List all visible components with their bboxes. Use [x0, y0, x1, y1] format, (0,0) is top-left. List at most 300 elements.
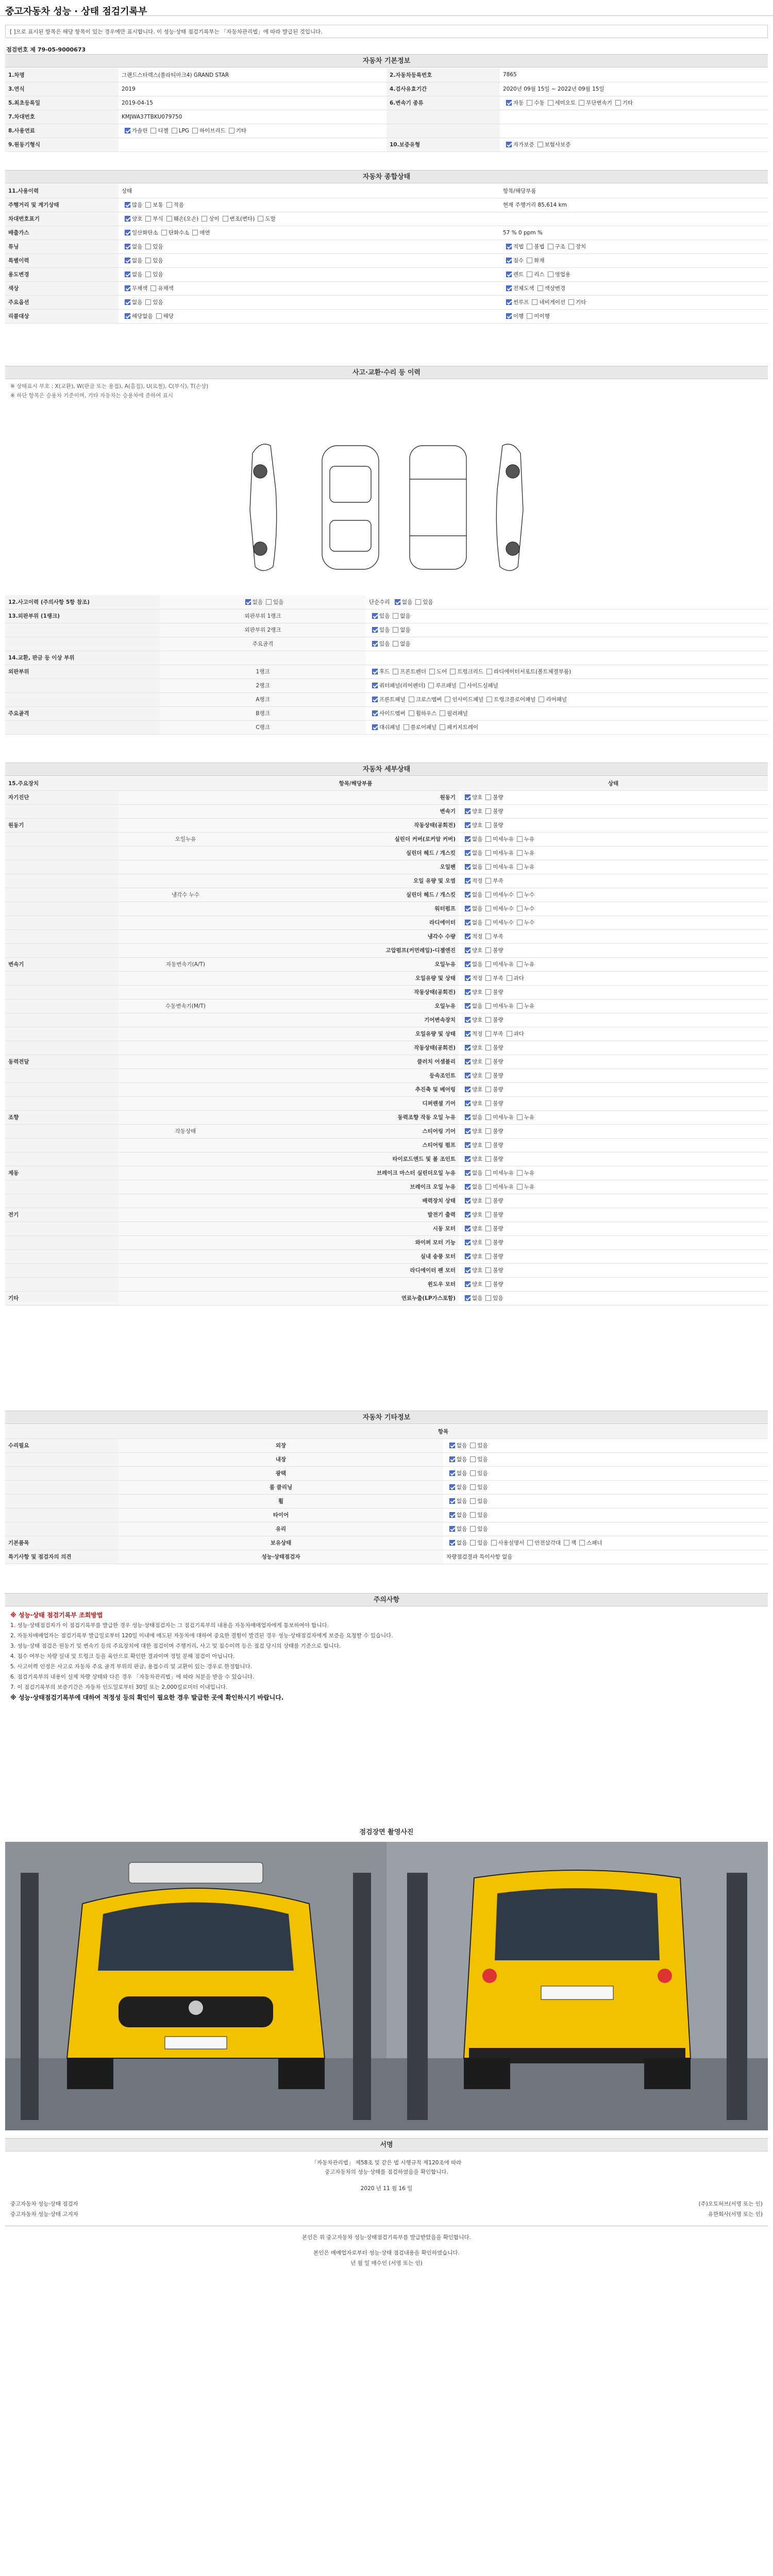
checkbox-label: 적정 [472, 975, 483, 981]
table-row [5, 1166, 768, 1180]
checkbox[interactable] [449, 1484, 455, 1490]
checkbox[interactable] [372, 613, 378, 619]
checkbox[interactable] [485, 864, 491, 870]
basic-label-2: 6.변속기 종류 [386, 96, 500, 110]
checkbox[interactable] [491, 1540, 497, 1546]
accident-sub [160, 651, 366, 665]
detail-state [459, 916, 768, 929]
accident-value [366, 679, 768, 692]
checkbox[interactable] [465, 1017, 470, 1023]
checkbox[interactable] [485, 1212, 491, 1217]
checkbox[interactable] [145, 272, 151, 277]
general-status [119, 226, 500, 240]
checkbox[interactable] [465, 1045, 470, 1050]
checkbox[interactable] [409, 697, 414, 702]
checkbox-label: 미이행 [534, 313, 550, 319]
checkbox-label: 양호 [472, 1045, 483, 1051]
detail-item: 클러치 어셈블리 [253, 1055, 459, 1069]
checkbox[interactable] [517, 1184, 523, 1190]
checkbox[interactable] [485, 961, 491, 967]
other-group [5, 1466, 119, 1480]
accident-sub: B랭크 [160, 706, 366, 720]
checkbox[interactable] [449, 1540, 455, 1546]
detail-sub [119, 1152, 253, 1166]
checkbox[interactable] [485, 1253, 491, 1259]
checkbox[interactable] [568, 299, 574, 305]
checkbox-label: 쿼터패널(리어펜더) [379, 683, 426, 689]
checkbox[interactable] [485, 1031, 491, 1037]
checkbox[interactable] [465, 1184, 470, 1190]
general-label: 배출가스 [5, 226, 119, 240]
checkbox[interactable] [485, 920, 491, 925]
checkbox[interactable] [465, 1128, 470, 1134]
checkbox[interactable] [192, 128, 198, 133]
checkbox-label: 훼손(오손) [173, 216, 199, 222]
detail-sub [119, 1013, 253, 1027]
checkbox[interactable] [465, 1295, 470, 1301]
checkbox[interactable] [465, 878, 470, 884]
checkbox[interactable] [372, 724, 378, 730]
detail-item: 연료누출(LP가스포함) [253, 1291, 459, 1305]
checkbox[interactable] [485, 1281, 491, 1287]
checkbox-label: 유채색 [158, 285, 174, 292]
checkbox[interactable] [465, 1003, 470, 1009]
checkbox[interactable] [485, 1045, 491, 1050]
checkbox-label: 있음 [477, 1498, 488, 1504]
checkbox[interactable] [145, 244, 151, 249]
checkbox[interactable] [409, 710, 414, 716]
checkbox-label: 있음 [477, 1456, 488, 1463]
checkbox[interactable] [517, 892, 523, 897]
checkbox[interactable] [548, 100, 553, 106]
checkbox[interactable] [527, 1540, 533, 1546]
checkbox[interactable] [517, 961, 523, 967]
checkbox[interactable] [615, 100, 621, 106]
checkbox[interactable] [579, 1540, 585, 1546]
checkbox[interactable] [470, 1484, 476, 1490]
checkbox[interactable] [465, 934, 470, 939]
accident-table [5, 595, 768, 735]
checkbox[interactable] [465, 1156, 470, 1162]
checkbox[interactable] [465, 794, 470, 800]
checkbox[interactable] [527, 272, 532, 277]
checkbox[interactable] [440, 710, 445, 716]
checkbox[interactable] [517, 850, 523, 856]
checkbox[interactable] [485, 906, 491, 911]
checkbox[interactable] [532, 299, 537, 305]
checkbox[interactable] [506, 299, 512, 305]
checkbox[interactable] [517, 920, 523, 925]
checkbox[interactable] [465, 1059, 470, 1064]
checkbox[interactable] [229, 128, 234, 133]
checkbox-label: 누수 [524, 892, 535, 898]
checkbox[interactable] [465, 1212, 470, 1217]
accident-value [366, 651, 768, 665]
checkbox[interactable] [172, 128, 177, 133]
checkbox[interactable] [485, 1114, 491, 1120]
sign-left-1: 중고자동차 성능·상태 점검자 [10, 2201, 78, 2207]
checkbox[interactable] [527, 258, 532, 263]
checkbox[interactable] [465, 892, 470, 897]
basic-label: 1.차명 [5, 68, 119, 82]
checkbox[interactable] [485, 1184, 491, 1190]
checkbox-label: 미세누유 [493, 1170, 514, 1176]
accident-sub: 2랭크 [160, 679, 366, 692]
checkbox-label: 색상변경 [544, 285, 566, 292]
checkbox[interactable] [485, 1059, 491, 1064]
accident-value [366, 609, 768, 623]
checkbox[interactable] [150, 128, 156, 133]
checkbox[interactable] [485, 1198, 491, 1204]
checkbox[interactable] [125, 285, 130, 291]
checkbox-label: 보험사보증 [544, 142, 571, 148]
checkbox[interactable] [449, 1443, 455, 1448]
checkbox-label: 도어 [436, 669, 447, 675]
checkbox-label: 라디에이터서포트(볼트체결부품) [494, 669, 572, 675]
detail-sub [119, 1180, 253, 1194]
detail-state [459, 1194, 768, 1208]
checkbox[interactable] [201, 216, 207, 222]
section-detail: 자동차 세부상태 [5, 762, 768, 776]
checkbox[interactable] [465, 1170, 470, 1176]
table-row [5, 1536, 768, 1550]
checkbox-label: 불량 [493, 1100, 503, 1107]
table-row [5, 267, 768, 281]
checkbox[interactable] [485, 1156, 491, 1162]
checkbox[interactable] [166, 216, 172, 222]
other-item: 타이어 [119, 1508, 443, 1522]
checkbox-label: 미세누유 [493, 961, 514, 968]
checkbox[interactable] [486, 697, 492, 702]
table-row [5, 82, 768, 96]
checkbox-label: 영업용 [554, 272, 571, 278]
checkbox[interactable] [465, 920, 470, 925]
checkbox-label: 없음 [457, 1512, 467, 1518]
checkbox[interactable] [372, 697, 378, 702]
checkbox[interactable] [465, 808, 470, 814]
table-row [5, 1152, 768, 1166]
checkbox[interactable] [527, 313, 532, 319]
checkbox-label: 없음 [472, 892, 483, 898]
sign-line-2: 중고자동차의 성능·상태를 점검하였음을 확인합니다. [325, 2169, 448, 2175]
checkbox-label: 불량 [493, 1045, 503, 1051]
checkbox[interactable] [485, 1226, 491, 1231]
checkbox[interactable] [485, 1100, 491, 1106]
checkbox[interactable] [485, 850, 491, 856]
table-row [5, 971, 768, 985]
table-row [5, 1055, 768, 1069]
checkbox[interactable] [470, 1456, 476, 1462]
checkbox[interactable] [465, 961, 470, 967]
checkbox[interactable] [485, 794, 491, 800]
checkbox[interactable] [517, 864, 523, 870]
checkbox[interactable] [428, 683, 434, 688]
checkbox[interactable] [470, 1526, 476, 1532]
checkbox[interactable] [465, 850, 470, 856]
checkbox[interactable] [485, 878, 491, 884]
checkbox[interactable] [125, 216, 130, 222]
checkbox[interactable] [507, 1031, 512, 1037]
checkbox[interactable] [465, 1240, 470, 1245]
checkbox[interactable] [485, 1267, 491, 1273]
basic-label-2: 4.검사유효기간 [386, 82, 500, 96]
checkbox[interactable] [372, 683, 378, 688]
table-row [5, 1508, 768, 1522]
checkbox[interactable] [258, 216, 263, 222]
checkbox[interactable] [485, 1142, 491, 1148]
checkbox[interactable] [465, 1253, 470, 1259]
general-status: 상태 [119, 184, 500, 198]
checkbox[interactable] [145, 258, 151, 263]
checkbox-label: 양호 [472, 947, 483, 954]
checkbox[interactable] [465, 1100, 470, 1106]
checkbox[interactable] [537, 285, 543, 291]
checkbox[interactable] [568, 244, 574, 249]
checkbox[interactable] [470, 1498, 476, 1504]
checkbox-label: 상이 [209, 216, 220, 222]
checkbox-label: 부족 [493, 1031, 503, 1037]
checkbox[interactable] [166, 202, 172, 208]
checkbox-label: 양호 [472, 1281, 483, 1287]
checkbox[interactable] [485, 1240, 491, 1245]
checkbox[interactable] [485, 1170, 491, 1176]
checkbox[interactable] [485, 934, 491, 939]
checkbox-label: 없음 [472, 1295, 483, 1301]
checkbox[interactable] [161, 230, 167, 235]
sign-line-4: 본인은 매매업자로부터 성능·상태 점검내용을 확인하였습니다. [313, 2250, 460, 2256]
checkbox-label: 없음 [400, 627, 411, 633]
accident-value [366, 623, 768, 637]
checkbox[interactable] [485, 1073, 491, 1078]
checkbox[interactable] [506, 258, 512, 263]
checkbox[interactable] [266, 599, 272, 605]
checkbox[interactable] [465, 947, 470, 953]
checkbox[interactable] [449, 1526, 455, 1532]
checkbox[interactable] [125, 313, 130, 319]
checkbox[interactable] [156, 313, 162, 319]
checkbox[interactable] [125, 272, 130, 277]
checkbox[interactable] [485, 1128, 491, 1134]
table-row [5, 957, 768, 971]
checkbox[interactable] [192, 230, 198, 235]
basic-value-2 [500, 124, 768, 138]
checkbox[interactable] [449, 1512, 455, 1518]
checkbox[interactable] [506, 272, 512, 277]
checkbox[interactable] [223, 216, 228, 222]
checkbox[interactable] [393, 613, 398, 619]
checkbox[interactable] [485, 836, 491, 842]
checkbox[interactable] [125, 202, 130, 208]
detail-sub [119, 1249, 253, 1263]
checkbox-label: 트렁크리드 [457, 669, 484, 675]
checkbox-label: 있음 [477, 1484, 488, 1490]
checkbox[interactable] [372, 669, 378, 674]
checkbox[interactable] [486, 669, 492, 674]
checkbox[interactable] [517, 1114, 523, 1120]
accident-label [5, 720, 160, 734]
checkbox[interactable] [506, 285, 512, 291]
checkbox[interactable] [485, 808, 491, 814]
checkbox-label: 자동 [513, 100, 524, 106]
checkbox[interactable] [125, 258, 130, 263]
checkbox[interactable] [465, 1198, 470, 1204]
detail-group [5, 1152, 119, 1166]
checkbox[interactable] [372, 710, 378, 716]
checkbox[interactable] [485, 1087, 491, 1092]
checkbox[interactable] [125, 299, 130, 305]
checkbox[interactable] [393, 641, 398, 647]
checkbox[interactable] [485, 892, 491, 897]
checkbox[interactable] [445, 697, 450, 702]
detail-sub [119, 1069, 253, 1082]
detail-item: 스티어링 펌프 [253, 1138, 459, 1152]
table-row [5, 902, 768, 916]
checkbox[interactable] [465, 1114, 470, 1120]
detail-state [459, 1277, 768, 1291]
table-row [5, 1263, 768, 1277]
checkbox-label: 없음 [472, 1170, 483, 1176]
checkbox[interactable] [465, 836, 470, 842]
accident-label: 14.교환, 판금 등 이상 부위 [5, 651, 160, 665]
checkbox[interactable] [145, 216, 151, 222]
checkbox-label: 부족 [493, 934, 503, 940]
checkbox[interactable] [465, 1267, 470, 1273]
checkbox-label: 양호 [472, 1226, 483, 1232]
checkbox[interactable] [465, 1226, 470, 1231]
checkbox[interactable] [527, 244, 532, 249]
checkbox[interactable] [125, 244, 130, 249]
checkbox[interactable] [429, 669, 435, 674]
detail-state [459, 1082, 768, 1096]
checkbox[interactable] [485, 975, 491, 981]
checkbox[interactable] [485, 1003, 491, 1009]
table-row [5, 818, 768, 832]
checkbox[interactable] [465, 864, 470, 870]
detail-item: 동력조향 작동 오일 누유 [253, 1110, 459, 1124]
checkbox[interactable] [372, 627, 378, 633]
detail-sub [119, 846, 253, 860]
checkbox[interactable] [517, 1170, 523, 1176]
checkbox[interactable] [404, 724, 409, 730]
checkbox[interactable] [548, 244, 553, 249]
table-row [5, 804, 768, 818]
checkbox[interactable] [125, 128, 130, 133]
checkbox[interactable] [245, 599, 251, 605]
detail-sub [119, 1277, 253, 1291]
front-photo [5, 1842, 386, 2130]
checkbox-label: 불량 [493, 1128, 503, 1134]
other-state [443, 1466, 768, 1480]
checkbox-label: 적법 [513, 244, 524, 250]
checkbox[interactable] [450, 669, 456, 674]
checkbox[interactable] [393, 627, 398, 633]
checkbox-label: 양호 [472, 794, 483, 801]
checkbox[interactable] [506, 142, 512, 147]
checkbox[interactable] [548, 272, 553, 277]
accident-value [366, 637, 768, 651]
checkbox[interactable] [449, 1456, 455, 1462]
checkbox[interactable] [449, 1470, 455, 1476]
accident-value: 단순수리 없음 있음 [366, 595, 768, 609]
checkbox[interactable] [579, 100, 584, 106]
checkbox[interactable] [372, 641, 378, 647]
checkbox[interactable] [517, 1003, 523, 1009]
checkbox[interactable] [465, 1087, 470, 1092]
checkbox[interactable] [415, 599, 421, 605]
checkbox-label: 양호 [472, 1267, 483, 1274]
checkbox[interactable] [470, 1443, 476, 1448]
checkbox[interactable] [465, 1142, 470, 1148]
checkbox[interactable] [150, 285, 156, 291]
table-row [5, 198, 768, 212]
notes-lines [10, 1620, 763, 1692]
checkbox[interactable] [485, 822, 491, 828]
detail-state [459, 902, 768, 916]
checkbox-label: 적음 [173, 202, 184, 208]
checkbox-label: 트렁크플로어패널 [494, 697, 536, 703]
detail-item: 고압펌프(커먼레일)-디젤엔진 [253, 943, 459, 957]
checkbox[interactable] [507, 975, 512, 981]
checkbox[interactable] [470, 1512, 476, 1518]
section-other: 자동차 기타정보 [5, 1411, 768, 1424]
detail-state [459, 874, 768, 888]
checkbox[interactable] [465, 822, 470, 828]
checkbox[interactable] [465, 1073, 470, 1078]
checkbox[interactable] [393, 669, 398, 674]
checkbox[interactable] [465, 1281, 470, 1287]
checkbox[interactable] [465, 989, 470, 995]
table-row [5, 874, 768, 888]
detail-item: 실린더 헤드 / 개스킷 [253, 888, 459, 902]
checkbox[interactable] [539, 697, 544, 702]
checkbox[interactable] [125, 230, 130, 235]
detail-sub [119, 1235, 253, 1249]
checkbox[interactable] [537, 142, 543, 147]
checkbox-label: 후드 [379, 669, 390, 675]
checkbox[interactable] [485, 947, 491, 953]
checkbox[interactable] [506, 313, 512, 319]
detail-group [5, 1277, 119, 1291]
checkbox[interactable] [145, 202, 151, 208]
checkbox[interactable] [485, 1295, 491, 1301]
checkbox[interactable] [395, 599, 400, 605]
detail-group [5, 1235, 119, 1249]
checkbox[interactable] [465, 1031, 470, 1037]
checkbox[interactable] [449, 1498, 455, 1504]
checkbox[interactable] [470, 1540, 476, 1546]
checkbox[interactable] [564, 1540, 569, 1546]
checkbox[interactable] [460, 683, 465, 688]
checkbox-label: 있음 [423, 599, 433, 605]
checkbox[interactable] [440, 724, 445, 730]
checkbox[interactable] [465, 975, 470, 981]
checkbox[interactable] [485, 1017, 491, 1023]
table-row [5, 609, 768, 623]
accident-sub: C랭크 [160, 720, 366, 734]
checkbox[interactable] [506, 244, 512, 249]
checkbox[interactable] [527, 100, 532, 106]
checkbox[interactable] [465, 906, 470, 911]
checkbox[interactable] [506, 100, 512, 106]
checkbox[interactable] [470, 1470, 476, 1476]
detail-group: 동력전달 [5, 1055, 119, 1069]
detail-sub [119, 902, 253, 916]
checkbox[interactable] [517, 836, 523, 842]
checkbox[interactable] [517, 906, 523, 911]
checkbox[interactable] [145, 299, 151, 305]
checkbox-label: 프론트패널 [379, 697, 406, 703]
checkbox[interactable] [485, 989, 491, 995]
